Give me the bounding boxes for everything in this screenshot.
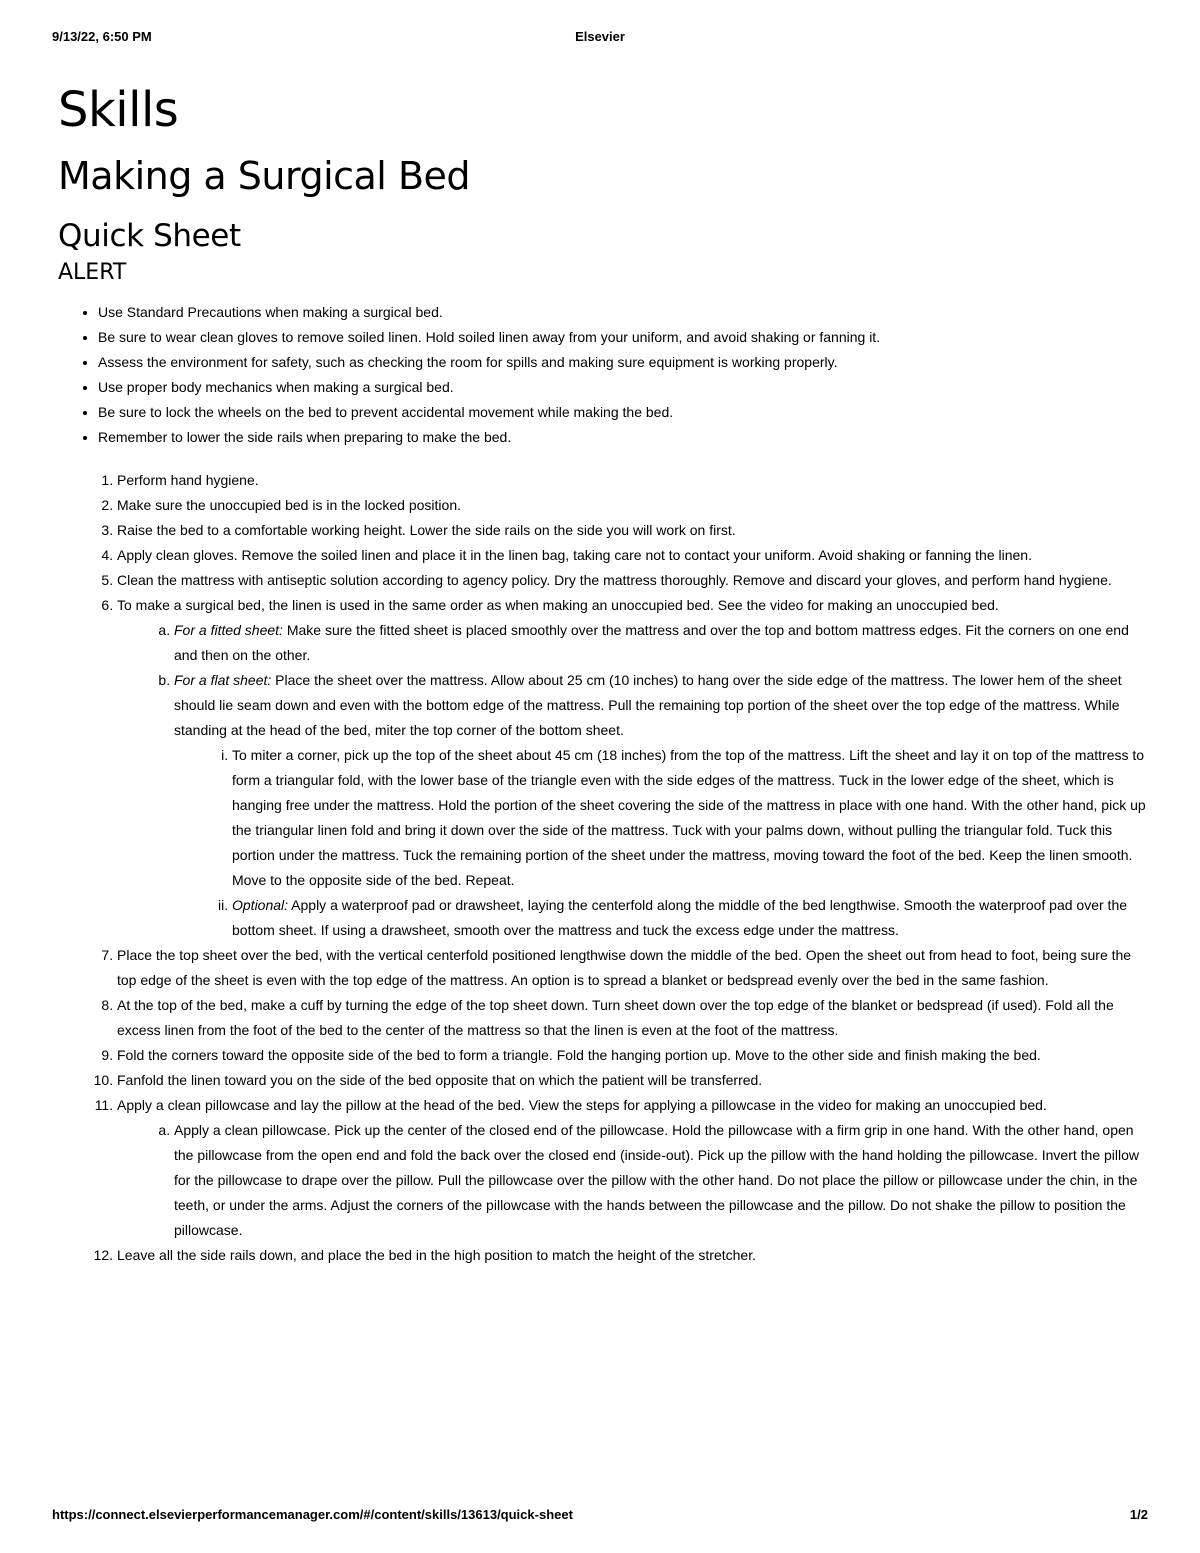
step-item xyxy=(117,493,1150,518)
step-text: Clean the mattress with antiseptic solution according to agency policy. Dry the mattress thoroughly. Remove and discard your gloves, and perform hand hygiene. xyxy=(117,572,1112,588)
alert-heading: ALERT xyxy=(58,260,127,285)
skills-heading: Skills xyxy=(58,82,179,138)
print-site-title: Elsevier xyxy=(575,29,625,44)
alert-item: • Be sure to lock the wheels on the bed to prevent accidental movement while making the bed. xyxy=(98,400,1150,425)
print-url: https://connect.elsevierperformancemanager.com/#/content/skills/13613/quick-sheet xyxy=(52,1507,573,1522)
step-item xyxy=(117,993,1150,1043)
substep-list xyxy=(117,1118,1150,1243)
step-text: Leave all the side rails down, and place the bed in the high position to match the height of the stretcher. xyxy=(117,1247,756,1263)
sub-substep-label: Optional: xyxy=(232,897,289,913)
substep-label: For a fitted sheet: xyxy=(174,622,283,638)
substep-list xyxy=(117,618,1150,943)
step-item xyxy=(117,468,1150,493)
step-item xyxy=(117,1068,1150,1093)
step-text: Apply clean gloves. Remove the soiled linen and place it in the linen bag, taking care not to contact your uniform. Avoid shaking or fanning the linen. xyxy=(117,547,1032,563)
substep-label: For a flat sheet: xyxy=(174,672,272,688)
step-item xyxy=(117,1093,1150,1243)
print-footer xyxy=(52,1507,1148,1527)
step-text: Raise the bed to a comfortable working height. Lower the side rails on the side you will work on first. xyxy=(117,522,736,538)
step-text: Make sure the unoccupied bed is in the locked position. xyxy=(117,497,461,513)
step-item xyxy=(117,943,1150,993)
sub-substep-item xyxy=(232,893,1150,943)
step-text: Apply a clean pillowcase and lay the pillow at the head of the bed. View the steps for applying a pillowcase in the video for making an unoccupied bed. xyxy=(117,1097,1047,1113)
sub-substep-text: Apply a waterproof pad or drawsheet, laying the centerfold along the middle of the bed lengthwise. Smooth the waterproof pad over the bottom sheet. If using a drawsheet, smooth over the mattress and tuck the excess edge under the mattress. xyxy=(232,897,1128,938)
sub-substep-list xyxy=(174,743,1150,943)
alert-item: • Use proper body mechanics when making a surgical bed. xyxy=(98,375,1150,400)
alert-item: • Assess the environment for safety, such as checking the room for spills and making sure equipment is working properly. xyxy=(98,350,1150,375)
step-item xyxy=(117,518,1150,543)
sub-substep-item xyxy=(232,743,1150,893)
alert-item: • Use Standard Precautions when making a surgical bed. xyxy=(98,300,1150,325)
step-text: Fanfold the linen toward you on the side of the bed opposite that on which the patient will be transferred. xyxy=(117,1072,763,1088)
page-title: Making a Surgical Bed xyxy=(58,154,471,198)
alert-list xyxy=(58,300,1150,450)
print-datetime: 9/13/22, 6:50 PM xyxy=(52,29,152,44)
substep-item xyxy=(174,668,1150,943)
substep-item xyxy=(174,1118,1150,1243)
substep-item xyxy=(174,618,1150,668)
step-item xyxy=(117,593,1150,943)
step-text: At the top of the bed, make a cuff by turning the edge of the top sheet down. Turn sheet down over the top edge of the blanket or bedspread (if used). Fold all the excess linen from the foot of the bed to the center of the mattress so that the linen is even at the foot of the mattress. xyxy=(117,997,1114,1038)
procedure-steps xyxy=(58,468,1150,1268)
document-body xyxy=(58,80,1150,1268)
substep-text: Apply a clean pillowcase. Pick up the center of the closed end of the pillowcase. Hold the pillowcase with a firm grip in one hand. With the other hand, open the pillowcase from the open end and fold the back over the closed end (inside-out). Pick up the pillow with the hand holding the pillowcase. Invert the pillow for the pillowcase to drape over the pillow. Pull the pillowcase over the pillow with the other hand. Do not place the pillow or pillowcase under the chin, in the teeth, or under the arms. Adjust the corners of the pillowcase with the hands between the pillowcase and the pillow. Do not shake the pillow to position the pillowcase. xyxy=(174,1122,1140,1238)
step-item xyxy=(117,1043,1150,1068)
step-text: To make a surgical bed, the linen is used in the same order as when making an unoccupied bed. See the video for making an unoccupied bed. xyxy=(117,597,999,613)
section-heading: Quick Sheet xyxy=(58,218,241,254)
alert-item: • Be sure to wear clean gloves to remove soiled linen. Hold soiled linen away from your uniform, and avoid shaking or fanning it. xyxy=(98,325,1150,350)
alert-item: • Remember to lower the side rails when preparing to make the bed. xyxy=(98,425,1150,450)
substep-text: Make sure the fitted sheet is placed smoothly over the mattress and over the top and bottom mattress edges. Fit the corners on one end and then on the other. xyxy=(174,622,1129,663)
step-text: Fold the corners toward the opposite side of the bed to form a triangle. Fold the hanging portion up. Move to the other side and finish making the bed. xyxy=(117,1047,1041,1063)
step-text: Perform hand hygiene. xyxy=(117,472,259,488)
print-header xyxy=(52,29,1148,49)
step-item xyxy=(117,543,1150,568)
sub-substep-text: To miter a corner, pick up the top of the sheet about 45 cm (18 inches) from the top of the mattress. Lift the sheet and lay it on top of the mattress to form a triangular fold, with the lower base of the triangle even with the side edges of the mattress. Tuck in the lower edge of the sheet, which is hanging free under the mattress. Hold the portion of the sheet covering the side of the mattress in place with one hand. With the other hand, pick up the triangular linen fold and bring it down over the side of the mattress. Tuck with your palms down, without pulling the triangular fold. Tuck this portion under the mattress. Tuck the remaining portion of the sheet under the mattress, moving toward the foot of the bed. Keep the linen smooth. Move to the opposite side of the bed. Repeat. xyxy=(232,747,1146,888)
page-number: 1/2 xyxy=(1129,1507,1148,1522)
step-item xyxy=(117,1243,1150,1268)
step-item xyxy=(117,568,1150,593)
substep-text: Place the sheet over the mattress. Allow about 25 cm (10 inches) to hang over the side edge of the mattress. The lower hem of the sheet should lie seam down and even with the bottom edge of the mattress. Pull the remaining top portion of the sheet over the top edge of the mattress. While standing at the head of the bed, miter the top corner of the bottom sheet. xyxy=(174,672,1122,738)
step-text: Place the top sheet over the bed, with the vertical centerfold positioned lengthwise down the middle of the bed. Open the sheet out from head to foot, being sure the top edge of the sheet is even with the top edge of the mattress. An option is to spread a blanket or bedspread evenly over the bed in the same fashion. xyxy=(117,947,1132,988)
